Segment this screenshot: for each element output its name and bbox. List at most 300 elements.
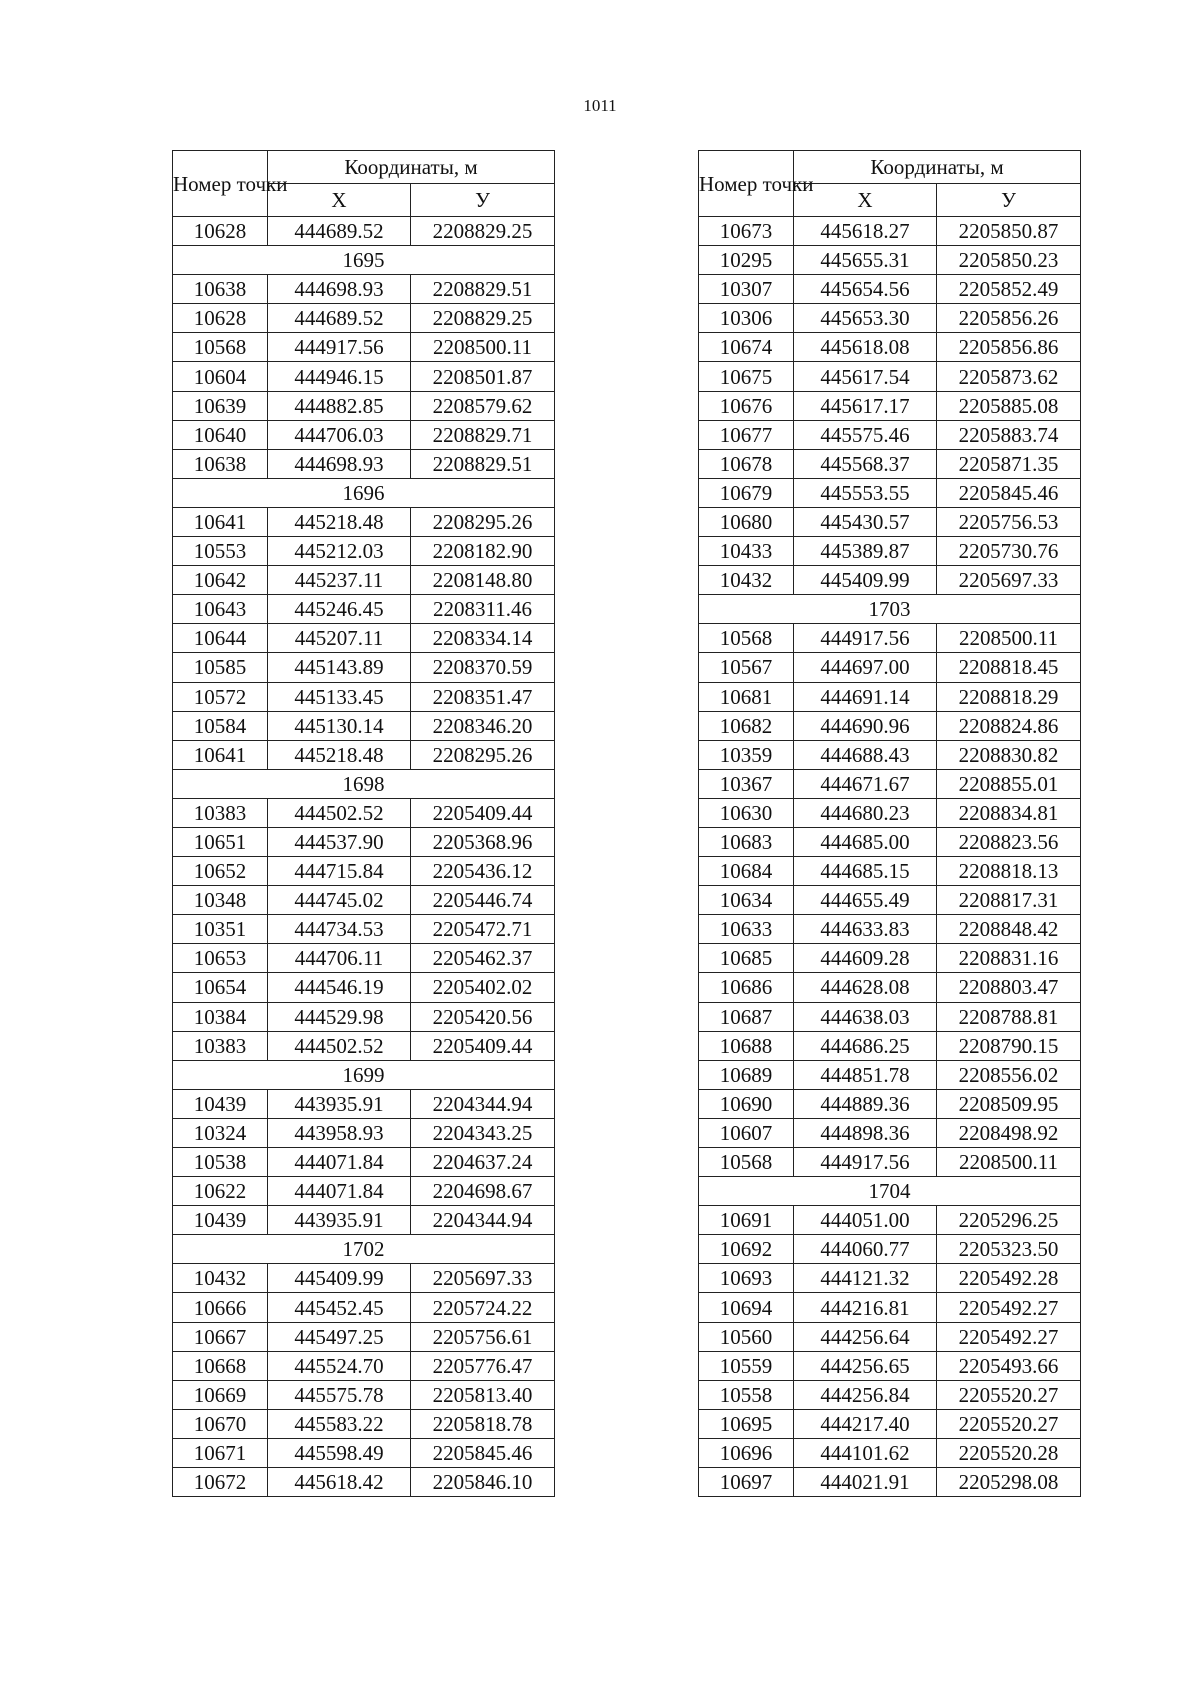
y-coordinate-cell: 2205846.10 bbox=[411, 1468, 555, 1497]
table-row bbox=[699, 1322, 1081, 1351]
x-coordinate-cell: 444689.52 bbox=[268, 217, 411, 246]
point-number-cell: 10695 bbox=[699, 1409, 794, 1438]
y-coordinate-cell: 2208818.13 bbox=[937, 857, 1081, 886]
table-row bbox=[173, 507, 555, 536]
table-row bbox=[699, 566, 1081, 595]
y-coordinate-cell: 2208848.42 bbox=[937, 915, 1081, 944]
y-coordinate-cell: 2205697.33 bbox=[937, 566, 1081, 595]
table-row bbox=[173, 595, 555, 624]
x-coordinate-cell: 444121.32 bbox=[794, 1264, 937, 1293]
point-number-cell: 10432 bbox=[699, 566, 794, 595]
point-number-cell: 10688 bbox=[699, 1031, 794, 1060]
x-coordinate-cell: 445568.37 bbox=[794, 449, 937, 478]
table-row bbox=[699, 798, 1081, 827]
y-coordinate-cell: 2208334.14 bbox=[411, 624, 555, 653]
x-coordinate-cell: 444882.85 bbox=[268, 391, 411, 420]
point-number-cell: 10682 bbox=[699, 711, 794, 740]
y-coordinate-cell: 2208817.31 bbox=[937, 886, 1081, 915]
table-row bbox=[173, 653, 555, 682]
x-coordinate-cell: 444021.91 bbox=[794, 1468, 937, 1497]
table-row bbox=[699, 973, 1081, 1002]
point-number-cell: 10558 bbox=[699, 1380, 794, 1409]
section-label: 1699 bbox=[173, 1060, 555, 1089]
point-number-cell: 10676 bbox=[699, 391, 794, 420]
x-coordinate-cell: 444546.19 bbox=[268, 973, 411, 1002]
table-row bbox=[699, 1438, 1081, 1467]
section-label: 1695 bbox=[173, 246, 555, 275]
point-number-cell: 10641 bbox=[173, 507, 268, 536]
point-number-cell: 10560 bbox=[699, 1322, 794, 1351]
point-number-cell: 10686 bbox=[699, 973, 794, 1002]
point-number-cell: 10568 bbox=[173, 333, 268, 362]
point-number-cell: 10634 bbox=[699, 886, 794, 915]
x-coordinate-cell: 445409.99 bbox=[268, 1264, 411, 1293]
x-coordinate-cell: 444698.93 bbox=[268, 449, 411, 478]
table-row bbox=[699, 304, 1081, 333]
x-coordinate-cell: 445237.11 bbox=[268, 566, 411, 595]
x-coordinate-cell: 444917.56 bbox=[794, 1148, 937, 1177]
y-coordinate-cell: 2208830.82 bbox=[937, 740, 1081, 769]
y-coordinate-cell: 2205520.27 bbox=[937, 1409, 1081, 1438]
x-coordinate-cell: 444216.81 bbox=[794, 1293, 937, 1322]
y-coordinate-cell: 2205493.66 bbox=[937, 1351, 1081, 1380]
point-number-cell: 10439 bbox=[173, 1089, 268, 1118]
y-coordinate-cell: 2208311.46 bbox=[411, 595, 555, 624]
point-number-cell: 10651 bbox=[173, 827, 268, 856]
x-coordinate-cell: 445430.57 bbox=[794, 507, 937, 536]
x-coordinate-cell: 445618.42 bbox=[268, 1468, 411, 1497]
point-number-cell: 10568 bbox=[699, 1148, 794, 1177]
y-coordinate-cell: 2204698.67 bbox=[411, 1177, 555, 1206]
y-coordinate-cell: 2205446.74 bbox=[411, 886, 555, 915]
y-coordinate-cell: 2205852.49 bbox=[937, 275, 1081, 304]
table-row bbox=[699, 1002, 1081, 1031]
point-number-cell: 10383 bbox=[173, 1031, 268, 1060]
y-coordinate-cell: 2204637.24 bbox=[411, 1148, 555, 1177]
point-number-cell: 10677 bbox=[699, 420, 794, 449]
y-coordinate-cell: 2205776.47 bbox=[411, 1351, 555, 1380]
coordinates-table-right bbox=[698, 150, 1081, 1497]
table-row bbox=[173, 362, 555, 391]
table-row bbox=[173, 857, 555, 886]
point-number-header: Номер точки bbox=[699, 151, 794, 217]
table-row bbox=[699, 1060, 1081, 1089]
point-number-cell: 10689 bbox=[699, 1060, 794, 1089]
point-number-cell: 10694 bbox=[699, 1293, 794, 1322]
point-number-cell: 10383 bbox=[173, 798, 268, 827]
table-row bbox=[699, 682, 1081, 711]
y-header: У bbox=[411, 184, 555, 217]
y-coordinate-cell: 2208788.81 bbox=[937, 1002, 1081, 1031]
point-number-cell: 10367 bbox=[699, 769, 794, 798]
point-number-cell: 10567 bbox=[699, 653, 794, 682]
point-number-cell: 10628 bbox=[173, 304, 268, 333]
section-label: 1702 bbox=[173, 1235, 555, 1264]
table-row bbox=[699, 217, 1081, 246]
point-number-cell: 10639 bbox=[173, 391, 268, 420]
point-number-cell: 10359 bbox=[699, 740, 794, 769]
y-coordinate-cell: 2205871.35 bbox=[937, 449, 1081, 478]
point-number-cell: 10672 bbox=[173, 1468, 268, 1497]
point-number-cell: 10553 bbox=[173, 537, 268, 566]
table-row bbox=[699, 886, 1081, 915]
y-coordinate-cell: 2205420.56 bbox=[411, 1002, 555, 1031]
x-coordinate-cell: 445218.48 bbox=[268, 507, 411, 536]
y-coordinate-cell: 2205873.62 bbox=[937, 362, 1081, 391]
section-label: 1703 bbox=[699, 595, 1081, 624]
y-coordinate-cell: 2205885.08 bbox=[937, 391, 1081, 420]
table-row bbox=[699, 1380, 1081, 1409]
x-coordinate-cell: 443958.93 bbox=[268, 1118, 411, 1147]
section-row bbox=[173, 246, 555, 275]
table-row bbox=[699, 449, 1081, 478]
table-row bbox=[699, 944, 1081, 973]
table-row bbox=[173, 1351, 555, 1380]
x-coordinate-cell: 444686.25 bbox=[794, 1031, 937, 1060]
y-coordinate-cell: 2205883.74 bbox=[937, 420, 1081, 449]
x-coordinate-cell: 444851.78 bbox=[794, 1060, 937, 1089]
table-row bbox=[173, 711, 555, 740]
table-row bbox=[173, 1148, 555, 1177]
x-coordinate-cell: 445452.45 bbox=[268, 1293, 411, 1322]
table-row bbox=[173, 682, 555, 711]
y-coordinate-cell: 2208831.16 bbox=[937, 944, 1081, 973]
x-coordinate-cell: 444685.00 bbox=[794, 827, 937, 856]
x-coordinate-cell: 444691.14 bbox=[794, 682, 937, 711]
x-coordinate-cell: 445617.54 bbox=[794, 362, 937, 391]
point-number-cell: 10692 bbox=[699, 1235, 794, 1264]
table-row bbox=[699, 537, 1081, 566]
table-row bbox=[173, 1409, 555, 1438]
point-number-cell: 10687 bbox=[699, 1002, 794, 1031]
table-row bbox=[699, 711, 1081, 740]
point-number-cell: 10584 bbox=[173, 711, 268, 740]
y-coordinate-cell: 2205724.22 bbox=[411, 1293, 555, 1322]
section-row bbox=[699, 1177, 1081, 1206]
y-coordinate-cell: 2208829.25 bbox=[411, 304, 555, 333]
point-number-cell: 10670 bbox=[173, 1409, 268, 1438]
table-row bbox=[173, 537, 555, 566]
x-coordinate-cell: 444633.83 bbox=[794, 915, 937, 944]
point-number-cell: 10673 bbox=[699, 217, 794, 246]
table-row bbox=[699, 333, 1081, 362]
section-label: 1696 bbox=[173, 478, 555, 507]
section-label: 1698 bbox=[173, 769, 555, 798]
point-number-cell: 10683 bbox=[699, 827, 794, 856]
table-row bbox=[173, 304, 555, 333]
x-coordinate-cell: 444685.15 bbox=[794, 857, 937, 886]
table-row bbox=[173, 1438, 555, 1467]
x-coordinate-cell: 444946.15 bbox=[268, 362, 411, 391]
y-coordinate-cell: 2205520.27 bbox=[937, 1380, 1081, 1409]
section-label: 1704 bbox=[699, 1177, 1081, 1206]
point-number-header: Номер точки bbox=[173, 151, 268, 217]
x-coordinate-cell: 444537.90 bbox=[268, 827, 411, 856]
y-coordinate-cell: 2205845.46 bbox=[411, 1438, 555, 1467]
table-row bbox=[699, 420, 1081, 449]
y-coordinate-cell: 2208829.25 bbox=[411, 217, 555, 246]
table-row bbox=[173, 886, 555, 915]
x-coordinate-cell: 444917.56 bbox=[268, 333, 411, 362]
x-coordinate-cell: 444889.36 bbox=[794, 1089, 937, 1118]
y-coordinate-cell: 2208803.47 bbox=[937, 973, 1081, 1002]
y-coordinate-cell: 2205756.53 bbox=[937, 507, 1081, 536]
x-coordinate-cell: 445130.14 bbox=[268, 711, 411, 740]
y-coordinate-cell: 2205472.71 bbox=[411, 915, 555, 944]
x-coordinate-cell: 444697.00 bbox=[794, 653, 937, 682]
point-number-cell: 10681 bbox=[699, 682, 794, 711]
point-number-cell: 10652 bbox=[173, 857, 268, 886]
table-row bbox=[699, 1031, 1081, 1060]
table-row bbox=[699, 362, 1081, 391]
y-coordinate-cell: 2208818.29 bbox=[937, 682, 1081, 711]
table-row bbox=[173, 973, 555, 1002]
table-row bbox=[699, 769, 1081, 798]
table-row bbox=[699, 1293, 1081, 1322]
point-number-cell: 10679 bbox=[699, 478, 794, 507]
y-coordinate-cell: 2208295.26 bbox=[411, 740, 555, 769]
x-coordinate-cell: 444256.65 bbox=[794, 1351, 937, 1380]
y-coordinate-cell: 2205756.61 bbox=[411, 1322, 555, 1351]
x-coordinate-cell: 444734.53 bbox=[268, 915, 411, 944]
table-row bbox=[173, 915, 555, 944]
point-number-cell: 10675 bbox=[699, 362, 794, 391]
point-number-cell: 10668 bbox=[173, 1351, 268, 1380]
point-number-cell: 10607 bbox=[699, 1118, 794, 1147]
y-coordinate-cell: 2208351.47 bbox=[411, 682, 555, 711]
point-number-cell: 10643 bbox=[173, 595, 268, 624]
page-number: 1011 bbox=[583, 96, 617, 115]
point-number-cell: 10324 bbox=[173, 1118, 268, 1147]
y-coordinate-cell: 2208500.11 bbox=[937, 1148, 1081, 1177]
y-coordinate-cell: 2205520.28 bbox=[937, 1438, 1081, 1467]
x-coordinate-cell: 444638.03 bbox=[794, 1002, 937, 1031]
y-coordinate-cell: 2205296.25 bbox=[937, 1206, 1081, 1235]
table-row bbox=[699, 1206, 1081, 1235]
table-row bbox=[173, 1177, 555, 1206]
y-coordinate-cell: 2205850.23 bbox=[937, 246, 1081, 275]
point-number-cell: 10295 bbox=[699, 246, 794, 275]
x-coordinate-cell: 444609.28 bbox=[794, 944, 937, 973]
table-row bbox=[699, 1351, 1081, 1380]
point-number-cell: 10306 bbox=[699, 304, 794, 333]
x-coordinate-cell: 444898.36 bbox=[794, 1118, 937, 1147]
point-number-cell: 10680 bbox=[699, 507, 794, 536]
table-row bbox=[699, 1148, 1081, 1177]
table-row bbox=[699, 507, 1081, 536]
table-row bbox=[173, 944, 555, 973]
point-number-cell: 10641 bbox=[173, 740, 268, 769]
x-coordinate-cell: 443935.91 bbox=[268, 1206, 411, 1235]
table-row bbox=[173, 1380, 555, 1409]
x-coordinate-cell: 444715.84 bbox=[268, 857, 411, 886]
point-number-cell: 10633 bbox=[699, 915, 794, 944]
point-number-cell: 10640 bbox=[173, 420, 268, 449]
point-number-cell: 10568 bbox=[699, 624, 794, 653]
y-coordinate-cell: 2205492.28 bbox=[937, 1264, 1081, 1293]
point-number-cell: 10671 bbox=[173, 1438, 268, 1467]
point-number-cell: 10432 bbox=[173, 1264, 268, 1293]
x-coordinate-cell: 444690.96 bbox=[794, 711, 937, 740]
x-coordinate-cell: 444655.49 bbox=[794, 886, 937, 915]
point-number-cell: 10585 bbox=[173, 653, 268, 682]
x-coordinate-cell: 444071.84 bbox=[268, 1177, 411, 1206]
point-number-cell: 10638 bbox=[173, 449, 268, 478]
table-row bbox=[173, 275, 555, 304]
point-number-cell: 10642 bbox=[173, 566, 268, 595]
table-row bbox=[173, 1264, 555, 1293]
y-coordinate-cell: 2205492.27 bbox=[937, 1322, 1081, 1351]
x-header: X bbox=[268, 184, 411, 217]
table-row bbox=[173, 1031, 555, 1060]
table-row bbox=[699, 740, 1081, 769]
table-row bbox=[699, 478, 1081, 507]
x-coordinate-cell: 445497.25 bbox=[268, 1322, 411, 1351]
table-row bbox=[173, 827, 555, 856]
y-coordinate-cell: 2205856.86 bbox=[937, 333, 1081, 362]
x-coordinate-cell: 445618.27 bbox=[794, 217, 937, 246]
point-number-cell: 10669 bbox=[173, 1380, 268, 1409]
x-coordinate-cell: 443935.91 bbox=[268, 1089, 411, 1118]
y-coordinate-cell: 2205730.76 bbox=[937, 537, 1081, 566]
x-coordinate-cell: 445618.08 bbox=[794, 333, 937, 362]
x-coordinate-cell: 445389.87 bbox=[794, 537, 937, 566]
x-coordinate-cell: 445409.99 bbox=[794, 566, 937, 595]
x-coordinate-cell: 444688.43 bbox=[794, 740, 937, 769]
point-number-cell: 10439 bbox=[173, 1206, 268, 1235]
table-row bbox=[173, 449, 555, 478]
y-coordinate-cell: 2205323.50 bbox=[937, 1235, 1081, 1264]
y-coordinate-cell: 2205368.96 bbox=[411, 827, 555, 856]
y-coordinate-cell: 2204343.25 bbox=[411, 1118, 555, 1147]
table-row bbox=[699, 624, 1081, 653]
point-number-cell: 10666 bbox=[173, 1293, 268, 1322]
point-number-cell: 10604 bbox=[173, 362, 268, 391]
x-coordinate-cell: 444706.03 bbox=[268, 420, 411, 449]
coordinates-header: Координаты, м bbox=[794, 151, 1081, 184]
y-coordinate-cell: 2205462.37 bbox=[411, 944, 555, 973]
coordinates-body-right bbox=[699, 217, 1081, 1497]
y-coordinate-cell: 2208829.51 bbox=[411, 449, 555, 478]
point-number-cell: 10691 bbox=[699, 1206, 794, 1235]
x-coordinate-cell: 445212.03 bbox=[268, 537, 411, 566]
x-coordinate-cell: 445575.46 bbox=[794, 420, 937, 449]
point-number-cell: 10630 bbox=[699, 798, 794, 827]
y-coordinate-cell: 2205856.26 bbox=[937, 304, 1081, 333]
x-coordinate-cell: 444529.98 bbox=[268, 1002, 411, 1031]
x-coordinate-cell: 445553.55 bbox=[794, 478, 937, 507]
x-coordinate-cell: 444256.84 bbox=[794, 1380, 937, 1409]
x-coordinate-cell: 444051.00 bbox=[794, 1206, 937, 1235]
table-row bbox=[173, 1322, 555, 1351]
y-coordinate-cell: 2208500.11 bbox=[937, 624, 1081, 653]
y-coordinate-cell: 2208509.95 bbox=[937, 1089, 1081, 1118]
y-coordinate-cell: 2208556.02 bbox=[937, 1060, 1081, 1089]
table-row bbox=[173, 1206, 555, 1235]
y-coordinate-cell: 2208824.86 bbox=[937, 711, 1081, 740]
y-coordinate-cell: 2208182.90 bbox=[411, 537, 555, 566]
y-coordinate-cell: 2205492.27 bbox=[937, 1293, 1081, 1322]
point-number-cell: 10653 bbox=[173, 944, 268, 973]
table-row bbox=[173, 333, 555, 362]
x-coordinate-cell: 445524.70 bbox=[268, 1351, 411, 1380]
point-number-cell: 10684 bbox=[699, 857, 794, 886]
point-number-cell: 10644 bbox=[173, 624, 268, 653]
y-coordinate-cell: 2205850.87 bbox=[937, 217, 1081, 246]
x-coordinate-cell: 445143.89 bbox=[268, 653, 411, 682]
point-number-cell: 10674 bbox=[699, 333, 794, 362]
point-number-cell: 10622 bbox=[173, 1177, 268, 1206]
y-coordinate-cell: 2208834.81 bbox=[937, 798, 1081, 827]
y-coordinate-cell: 2205409.44 bbox=[411, 798, 555, 827]
table-row bbox=[699, 653, 1081, 682]
x-coordinate-cell: 444256.64 bbox=[794, 1322, 937, 1351]
coordinates-body-left bbox=[173, 217, 555, 1497]
y-coordinate-cell: 2205845.46 bbox=[937, 478, 1081, 507]
section-row bbox=[173, 1060, 555, 1089]
table-row bbox=[699, 246, 1081, 275]
y-coordinate-cell: 2208295.26 bbox=[411, 507, 555, 536]
table-row bbox=[173, 740, 555, 769]
x-coordinate-cell: 444689.52 bbox=[268, 304, 411, 333]
coordinates-header: Координаты, м bbox=[268, 151, 555, 184]
section-row bbox=[173, 769, 555, 798]
table-row bbox=[699, 1235, 1081, 1264]
x-coordinate-cell: 444917.56 bbox=[794, 624, 937, 653]
point-number-cell: 10690 bbox=[699, 1089, 794, 1118]
table-row bbox=[699, 1118, 1081, 1147]
table-row bbox=[699, 1409, 1081, 1438]
y-coordinate-cell: 2208818.45 bbox=[937, 653, 1081, 682]
point-number-cell: 10384 bbox=[173, 1002, 268, 1031]
table-row bbox=[173, 391, 555, 420]
y-coordinate-cell: 2205402.02 bbox=[411, 973, 555, 1002]
y-coordinate-cell: 2208500.11 bbox=[411, 333, 555, 362]
y-coordinate-cell: 2204344.94 bbox=[411, 1089, 555, 1118]
coordinates-table-left bbox=[172, 150, 555, 1497]
point-number-cell: 10628 bbox=[173, 217, 268, 246]
y-coordinate-cell: 2208501.87 bbox=[411, 362, 555, 391]
point-number-cell: 10433 bbox=[699, 537, 794, 566]
y-coordinate-cell: 2208829.51 bbox=[411, 275, 555, 304]
x-coordinate-cell: 444628.08 bbox=[794, 973, 937, 1002]
y-coordinate-cell: 2208790.15 bbox=[937, 1031, 1081, 1060]
x-coordinate-cell: 445654.56 bbox=[794, 275, 937, 304]
y-coordinate-cell: 2208148.80 bbox=[411, 566, 555, 595]
point-number-cell: 10697 bbox=[699, 1468, 794, 1497]
x-coordinate-cell: 445218.48 bbox=[268, 740, 411, 769]
table-row bbox=[699, 857, 1081, 886]
y-coordinate-cell: 2205813.40 bbox=[411, 1380, 555, 1409]
point-number-cell: 10685 bbox=[699, 944, 794, 973]
y-coordinate-cell: 2204344.94 bbox=[411, 1206, 555, 1235]
x-coordinate-cell: 444502.52 bbox=[268, 1031, 411, 1060]
x-coordinate-cell: 444217.40 bbox=[794, 1409, 937, 1438]
table-row bbox=[699, 1468, 1081, 1497]
section-row bbox=[173, 478, 555, 507]
x-coordinate-cell: 444671.67 bbox=[794, 769, 937, 798]
section-row bbox=[173, 1235, 555, 1264]
table-row bbox=[173, 1293, 555, 1322]
point-number-cell: 10307 bbox=[699, 275, 794, 304]
y-coordinate-cell: 2205697.33 bbox=[411, 1264, 555, 1293]
table-row bbox=[173, 1468, 555, 1497]
point-number-cell: 10654 bbox=[173, 973, 268, 1002]
table-row bbox=[173, 566, 555, 595]
point-number-cell: 10348 bbox=[173, 886, 268, 915]
y-coordinate-cell: 2208370.59 bbox=[411, 653, 555, 682]
x-coordinate-cell: 445598.49 bbox=[268, 1438, 411, 1467]
